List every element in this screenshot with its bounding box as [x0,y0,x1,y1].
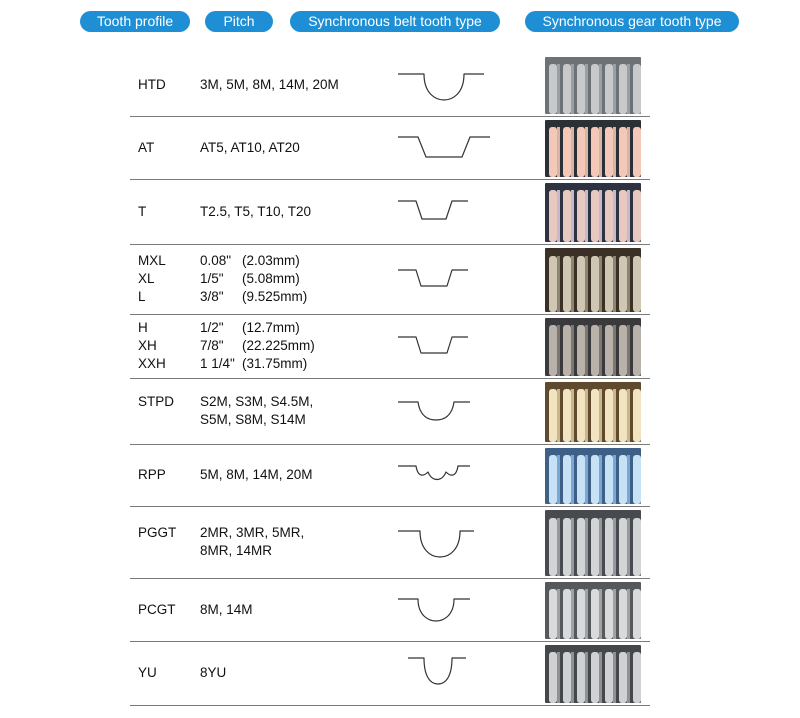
yu-gear-photo [545,645,641,703]
profile-name: L [138,289,146,304]
row-divider [130,506,650,507]
table-row [0,508,800,578]
h-belt-tooth-icon [394,327,494,372]
profile-name: AT [138,140,155,155]
table-row [0,580,800,641]
pitch-mm: (12.7mm) [242,320,300,335]
yu-belt-tooth-icon [394,654,494,699]
profile-name: STPD [138,394,175,409]
row-divider [130,244,650,245]
profile-name: XXH [138,356,166,371]
pitch-line: 5M, 8M, 14M, 20M [200,467,313,482]
table-row [0,380,800,444]
h-gear-photo [545,318,641,376]
mxl-belt-tooth-icon [394,260,494,305]
tooth-profile-cell [138,524,176,542]
profile-name: T [138,204,147,219]
pitch-mm: (2.03mm) [242,253,300,268]
pitch-mm: (22.225mm) [242,338,315,353]
row-divider [130,378,650,379]
tooth-profile-cell [138,203,146,221]
row-divider [130,641,650,642]
header-gear-tooth-type: Synchronous gear tooth type [525,11,739,32]
row-divider [130,705,650,706]
pitch-line: 3M, 5M, 8M, 14M, 20M [200,77,339,92]
header-belt-tooth-type: Synchronous belt tooth type [290,11,500,32]
pitch-cell [200,319,315,373]
pitch-line: S2M, S3M, S4.5M, [200,394,314,409]
table-row [0,446,800,506]
pitch-line [200,252,307,270]
pitch-line: AT5, AT10, AT20 [200,140,300,155]
pitch-cell [200,524,304,560]
profile-name: PCGT [138,602,176,617]
pitch-cell [200,664,226,682]
pitch-cell [200,252,307,306]
pitch-cell [200,139,300,157]
profile-name: XL [138,271,155,286]
pitch-line [200,319,315,337]
pitch-cell [200,393,313,429]
table-row [0,118,800,179]
pitch-line [200,337,315,355]
profile-name: PGGT [138,525,177,540]
profile-name: RPP [138,467,166,482]
pitch-inch: 7/8" [200,338,224,353]
pitch-inch: 3/8" [200,289,224,304]
tooth-profile-cell [138,466,166,484]
rpp-belt-tooth-icon [394,456,494,501]
pitch-inch: 1/5" [200,271,224,286]
rpp-gear-photo [545,448,641,504]
table-row [0,55,800,116]
tooth-profile-cell [138,319,166,373]
pitch-mm: (9.525mm) [242,289,308,304]
t-belt-tooth-icon [394,193,494,238]
tooth-profile-cell [138,601,176,619]
pitch-cell [200,76,339,94]
profile-name: XH [138,338,157,353]
pitch-mm: (31.75mm) [242,356,308,371]
pcgt-gear-photo [545,582,641,639]
pitch-line: 8MR, 14MR [200,543,273,558]
pitch-line: 2MR, 3MR, 5MR, [200,525,305,540]
pitch-line [200,355,315,373]
tooth-profile-cell [138,76,166,94]
pitch-inch: 0.08" [200,253,232,268]
pitch-line [200,270,307,288]
pitch-cell [200,203,311,221]
at-belt-tooth-icon [394,129,494,174]
row-divider [130,578,650,579]
tooth-profile-cell [138,393,174,411]
row-divider [130,314,650,315]
pitch-line: T2.5, T5, T10, T20 [200,204,312,219]
stpd-gear-photo [545,382,641,442]
at-gear-photo [545,120,641,177]
pggt-belt-tooth-icon [394,523,494,568]
pitch-line: S5M, S8M, S14M [200,412,306,427]
pitch-cell [200,466,313,484]
profile-name: YU [138,665,157,680]
profile-name: H [138,320,148,335]
mxl-gear-photo [545,248,641,312]
pitch-line [200,288,307,306]
tooth-profile-cell [138,139,154,157]
tooth-profile-cell [138,664,157,682]
pitch-mm: (5.08mm) [242,271,300,286]
table-row [0,316,800,378]
pcgt-belt-tooth-icon [394,591,494,636]
htd-belt-tooth-icon [394,66,494,111]
table-row [0,643,800,705]
t-gear-photo [545,183,641,242]
pitch-inch: 1/2" [200,320,224,335]
row-divider [130,179,650,180]
row-divider [130,444,650,445]
htd-gear-photo [545,57,641,114]
pitch-inch: 1 1/4" [200,356,235,371]
table-row [0,246,800,314]
pitch-cell [200,601,253,619]
profile-name: HTD [138,77,166,92]
pitch-line: 8YU [200,665,227,680]
header-tooth-profile: Tooth profile [80,11,190,32]
table-row [0,181,800,244]
pggt-gear-photo [545,510,641,576]
stpd-belt-tooth-icon [394,392,494,437]
header-pitch: Pitch [205,11,273,32]
pitch-line: 8M, 14M [200,602,253,617]
profile-name: MXL [138,253,166,268]
tooth-profile-cell [138,252,166,306]
row-divider [130,116,650,117]
